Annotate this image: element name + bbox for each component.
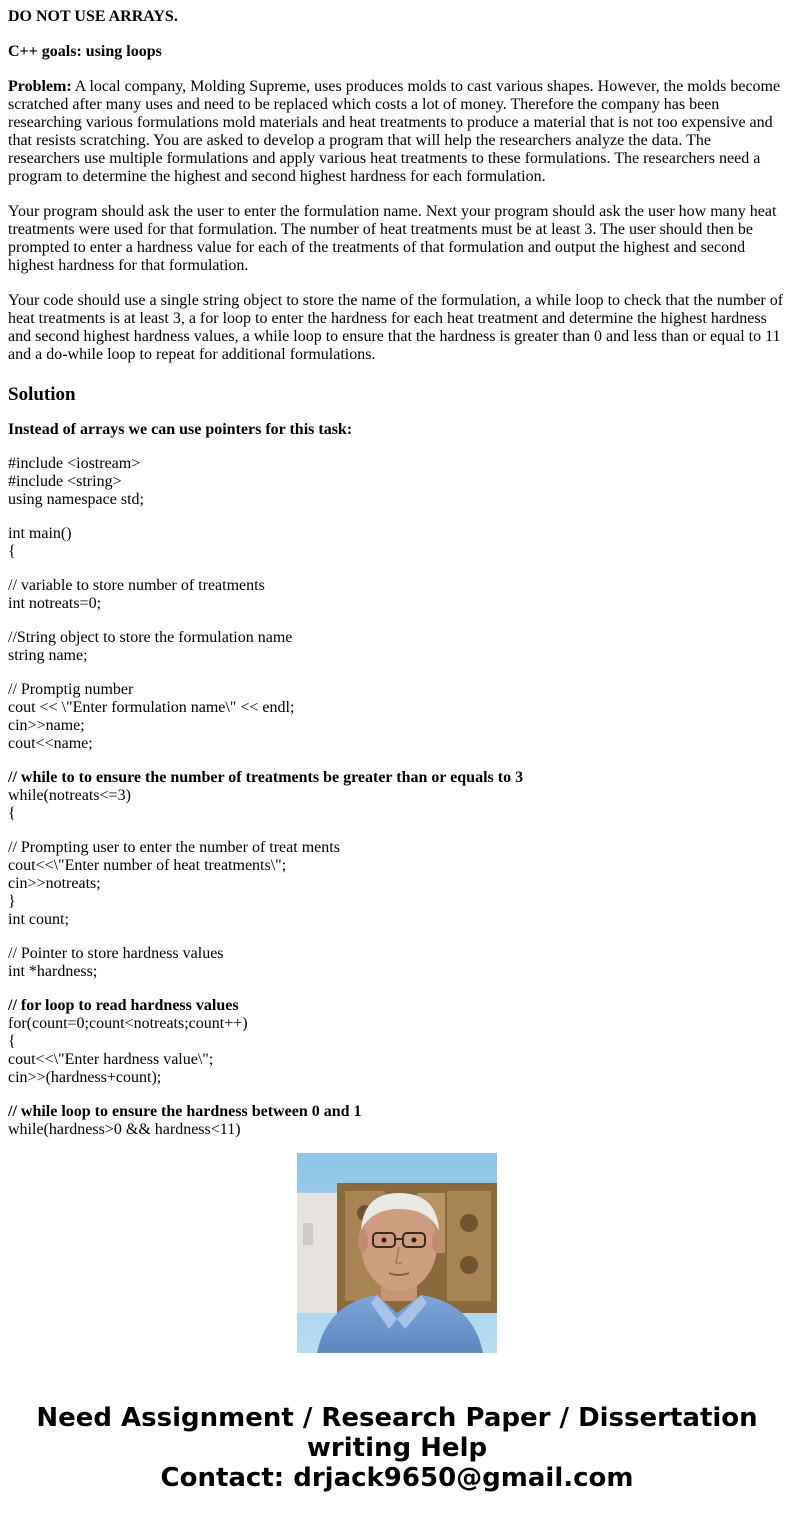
code-blank-line [8,753,786,769]
promo-line-1: Need Assignment / Research Paper / Dissertation [36,1403,758,1433]
code-line: while(notreats<=3) [8,787,131,804]
promo-line-2: writing Help [306,1433,488,1463]
code-comment-bold: // while to to ensure the number of treatments be greater than or equals to 3 [8,769,524,786]
code-line: { [8,1033,16,1050]
code-line: for(count=0;count<notreats;count++) [8,1015,248,1032]
warning-text: DO NOT USE ARRAYS. [8,8,178,25]
code-line: cout << \"Enter formulation name\" << endl; [8,699,295,716]
code-line: cout<<name; [8,735,93,752]
code-blank-line [8,981,786,997]
promo-banner [0,1403,794,1493]
code-blank-line [8,1087,786,1103]
goals-text: C++ goals: using loops [8,43,162,60]
promo-contact: Contact: drjack9650@gmail.com [160,1463,634,1493]
instructions-paragraph: Your program should ask the user to enter the formulation name. Next your program should ask the user how many heat treatments were used for that formulation. The number of heat treatments must be at least 3. The user should then be prompted to enter a hardness value for each of the treatments of that formulation and output the highest and second highest hardness for that formulation. [8,203,777,274]
document-body [8,0,786,1138]
solution-heading: Solution [8,384,76,405]
code-blank-line [8,613,786,629]
code-comment: // variable to store number of treatments [8,577,265,594]
code-line: #include <iostream> [8,455,141,472]
code-line: } [8,893,16,910]
person-portrait-icon [297,1153,497,1353]
code-line: cin>>notreats; [8,875,101,892]
code-comment: // Prompting user to enter the number of treat ments [8,839,340,856]
code-comment: // Pointer to store hardness values [8,945,224,962]
author-avatar [297,1153,497,1353]
requirements-paragraph: Your code should use a single string object to store the name of the formulation, a while loop to check that the number of heat treatments is at least 3, a for loop to enter the hardness for each heat treatment and determine the highest hardness and second highest hardness values, a while loop to ensure that the hardness is greater than 0 and less than or equal to 11 and a do-while loop to repeat for additional formulations. [8,292,784,363]
code-line: int notreats=0; [8,595,102,612]
code-line: #include <string> [8,473,122,490]
code-line: { [8,543,16,560]
code-blank-line [8,509,786,525]
code-line: cin>>name; [8,717,85,734]
code-block [8,455,786,1139]
code-line: { [8,805,16,822]
code-line: cin>>(hardness+count); [8,1069,162,1086]
warning-heading [8,8,786,26]
problem-paragraph [8,78,786,186]
code-blank-line [8,561,786,577]
code-comment-bold: // while loop to ensure the hardness between 0 and 1 [8,1103,362,1120]
code-line: cout<<\"Enter number of heat treatments\"; [8,857,287,874]
code-comment-bold: // for loop to read hardness values [8,997,239,1014]
solution-intro-text: Instead of arrays we can use pointers for this task: [8,421,353,438]
code-line: cout<<\"Enter hardness value\"; [8,1051,214,1068]
code-line: string name; [8,647,88,664]
goals-heading [8,43,786,61]
code-line: int *hardness; [8,963,98,980]
code-comment: // Promptig number [8,681,134,698]
code-line: using namespace std; [8,491,144,508]
problem-text: A local company, Molding Supreme, uses produces molds to cast various shapes. However, the molds become scratched after many uses and need to be replaced which costs a lot of money. Therefore the company has been researching various formulations mold materials and heat treatments to produce a material that is not too expensive and that resists scratching. You are asked to develop a program that will help the researchers analyze the data. The researchers use multiple formulations and apply various heat treatments to these formulations. The researchers need a program to determine the highest and second highest hardness for each formulation. [8,78,781,185]
code-line: int main() [8,525,72,542]
problem-label: Problem: [8,78,72,95]
code-line: int count; [8,911,69,928]
code-line: while(hardness>0 && hardness<11) [8,1121,241,1138]
code-comment: //String object to store the formulation name [8,629,293,646]
code-blank-line [8,665,786,681]
solution-intro [8,421,786,439]
code-blank-line [8,929,786,945]
code-blank-line [8,823,786,839]
